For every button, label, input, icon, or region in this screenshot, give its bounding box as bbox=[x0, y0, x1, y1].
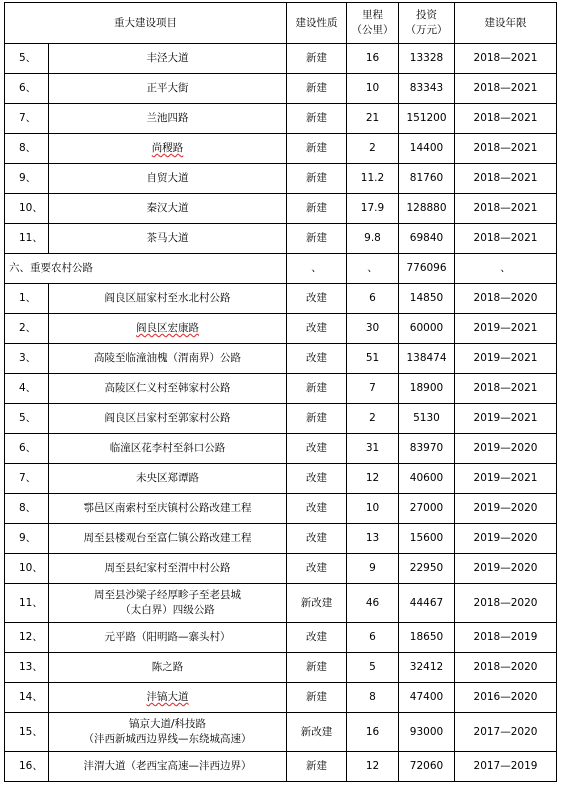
row-years: 2018—2021 bbox=[455, 44, 557, 74]
row-length: 6 bbox=[347, 284, 399, 314]
row-nature: 新建 bbox=[287, 74, 347, 104]
row-years: 2017—2019 bbox=[455, 752, 557, 782]
row-no: 13、 bbox=[5, 653, 49, 683]
row-name: 秦汉大道 bbox=[49, 194, 287, 224]
row-length: 30 bbox=[347, 314, 399, 344]
row-length: 11.2 bbox=[347, 164, 399, 194]
table-row bbox=[5, 524, 557, 554]
table-row bbox=[5, 194, 557, 224]
row-invest: 18650 bbox=[399, 623, 455, 653]
row-name: 鄠邑区南索村至庆镇村公路改建工程 bbox=[49, 494, 287, 524]
row-no: 8、 bbox=[5, 134, 49, 164]
row-no: 16、 bbox=[5, 752, 49, 782]
row-nature: 改建 bbox=[287, 284, 347, 314]
row-invest: 81760 bbox=[399, 164, 455, 194]
row-name: 阎良区吕家村至郭家村公路 bbox=[49, 404, 287, 434]
row-invest: 14850 bbox=[399, 284, 455, 314]
row-invest: 128880 bbox=[399, 194, 455, 224]
table-row bbox=[5, 164, 557, 194]
table-row bbox=[5, 434, 557, 464]
row-nature: 新建 bbox=[287, 104, 347, 134]
row-years: 2018—2020 bbox=[455, 653, 557, 683]
row-invest: 18900 bbox=[399, 374, 455, 404]
row-invest: 5130 bbox=[399, 404, 455, 434]
row-name bbox=[49, 713, 287, 752]
row-years: 2018—2021 bbox=[455, 224, 557, 254]
row-no: 11、 bbox=[5, 584, 49, 623]
row-name: 兰池四路 bbox=[49, 104, 287, 134]
header-length-line1: 里程 bbox=[362, 9, 383, 21]
row-years: 2018—2021 bbox=[455, 134, 557, 164]
row-no: 3、 bbox=[5, 344, 49, 374]
table-row bbox=[5, 683, 557, 713]
row-invest: 32412 bbox=[399, 653, 455, 683]
row-years: 2019—2020 bbox=[455, 494, 557, 524]
row-no: 1、 bbox=[5, 284, 49, 314]
row-no: 10、 bbox=[5, 194, 49, 224]
row-length: 31 bbox=[347, 434, 399, 464]
section-title: 六、重要农村公路 bbox=[5, 254, 287, 284]
row-no: 9、 bbox=[5, 164, 49, 194]
table-row bbox=[5, 464, 557, 494]
row-length: 9 bbox=[347, 554, 399, 584]
row-name: 丰泾大道 bbox=[49, 44, 287, 74]
row-name: 临潼区花李村至斜口公路 bbox=[49, 434, 287, 464]
row-name: 高陵至临潼油槐（渭南界）公路 bbox=[49, 344, 287, 374]
document-page bbox=[4, 2, 557, 782]
row-name-line1: 周至县沙梁子经厚畛子至老县城 bbox=[94, 589, 241, 601]
row-nature: 新建 bbox=[287, 653, 347, 683]
row-years: 2016—2020 bbox=[455, 683, 557, 713]
table-row bbox=[5, 44, 557, 74]
row-invest: 69840 bbox=[399, 224, 455, 254]
section-invest: 776096 bbox=[399, 254, 455, 284]
row-no: 11、 bbox=[5, 224, 49, 254]
row-name: 沣渭大道（老西宝高速—沣西边界） bbox=[49, 752, 287, 782]
row-nature: 改建 bbox=[287, 554, 347, 584]
row-length: 21 bbox=[347, 104, 399, 134]
table-row bbox=[5, 554, 557, 584]
row-length: 10 bbox=[347, 494, 399, 524]
row-years: 2019—2021 bbox=[455, 344, 557, 374]
row-nature: 新建 bbox=[287, 44, 347, 74]
row-no: 5、 bbox=[5, 404, 49, 434]
row-invest: 83343 bbox=[399, 74, 455, 104]
header-row bbox=[5, 3, 557, 44]
row-invest: 151200 bbox=[399, 104, 455, 134]
row-invest: 22950 bbox=[399, 554, 455, 584]
header-nature: 建设性质 bbox=[287, 3, 347, 44]
row-length: 2 bbox=[347, 134, 399, 164]
row-years: 2018—2021 bbox=[455, 194, 557, 224]
row-years: 2018—2021 bbox=[455, 74, 557, 104]
row-length: 5 bbox=[347, 653, 399, 683]
row-invest: 14400 bbox=[399, 134, 455, 164]
row-no: 9、 bbox=[5, 524, 49, 554]
row-name: 自贸大道 bbox=[49, 164, 287, 194]
row-length: 12 bbox=[347, 752, 399, 782]
row-no: 7、 bbox=[5, 464, 49, 494]
row-length: 7 bbox=[347, 374, 399, 404]
row-length: 17.9 bbox=[347, 194, 399, 224]
header-project: 重大建设项目 bbox=[5, 3, 287, 44]
row-invest: 44467 bbox=[399, 584, 455, 623]
row-no: 5、 bbox=[5, 44, 49, 74]
header-length-line2: （公里） bbox=[351, 24, 394, 36]
table-row bbox=[5, 224, 557, 254]
table-row bbox=[5, 374, 557, 404]
table-row bbox=[5, 494, 557, 524]
row-length: 12 bbox=[347, 464, 399, 494]
row-invest: 40600 bbox=[399, 464, 455, 494]
row-no: 6、 bbox=[5, 434, 49, 464]
row-years: 2019—2021 bbox=[455, 404, 557, 434]
table-row bbox=[5, 713, 557, 752]
table-row bbox=[5, 104, 557, 134]
row-years: 2019—2020 bbox=[455, 524, 557, 554]
row-invest: 13328 bbox=[399, 44, 455, 74]
row-nature: 新建 bbox=[287, 134, 347, 164]
row-years: 2019—2020 bbox=[455, 554, 557, 584]
row-no: 2、 bbox=[5, 314, 49, 344]
row-no: 8、 bbox=[5, 494, 49, 524]
table-row bbox=[5, 752, 557, 782]
row-years: 2019—2021 bbox=[455, 464, 557, 494]
row-nature: 改建 bbox=[287, 344, 347, 374]
table-row bbox=[5, 74, 557, 104]
row-name: 正平大街 bbox=[49, 74, 287, 104]
row-name: 尚稷路 bbox=[49, 134, 287, 164]
row-name: 高陵区仁义村至韩家村公路 bbox=[49, 374, 287, 404]
row-length: 6 bbox=[347, 623, 399, 653]
section-length: 、 bbox=[347, 254, 399, 284]
row-years: 2017—2020 bbox=[455, 713, 557, 752]
row-invest: 27000 bbox=[399, 494, 455, 524]
row-nature: 新建 bbox=[287, 404, 347, 434]
row-years: 2018—2021 bbox=[455, 104, 557, 134]
row-no: 12、 bbox=[5, 623, 49, 653]
row-nature: 改建 bbox=[287, 314, 347, 344]
table-row bbox=[5, 623, 557, 653]
row-name: 沣镐大道 bbox=[49, 683, 287, 713]
row-nature: 改建 bbox=[287, 464, 347, 494]
row-nature: 改建 bbox=[287, 524, 347, 554]
row-no: 7、 bbox=[5, 104, 49, 134]
row-nature: 新建 bbox=[287, 224, 347, 254]
table-row bbox=[5, 284, 557, 314]
row-name: 陈之路 bbox=[49, 653, 287, 683]
row-length: 46 bbox=[347, 584, 399, 623]
row-years: 2018—2020 bbox=[455, 284, 557, 314]
row-invest: 72060 bbox=[399, 752, 455, 782]
row-no: 10、 bbox=[5, 554, 49, 584]
row-name: 元平路（阳明路—寨头村） bbox=[49, 623, 287, 653]
row-name: 未央区郑谭路 bbox=[49, 464, 287, 494]
table-row bbox=[5, 134, 557, 164]
row-length: 16 bbox=[347, 44, 399, 74]
row-length: 9.8 bbox=[347, 224, 399, 254]
row-length: 51 bbox=[347, 344, 399, 374]
table-row bbox=[5, 344, 557, 374]
row-name-line1: 镐京大道/科技路 bbox=[128, 718, 207, 730]
row-nature: 新建 bbox=[287, 683, 347, 713]
row-invest: 60000 bbox=[399, 314, 455, 344]
projects-table bbox=[4, 2, 557, 782]
table-row bbox=[5, 653, 557, 683]
row-nature: 新建 bbox=[287, 194, 347, 224]
row-invest: 138474 bbox=[399, 344, 455, 374]
table-row bbox=[5, 584, 557, 623]
row-years: 2018—2020 bbox=[455, 584, 557, 623]
row-nature: 新建 bbox=[287, 374, 347, 404]
row-no: 6、 bbox=[5, 74, 49, 104]
row-name bbox=[49, 584, 287, 623]
row-length: 2 bbox=[347, 404, 399, 434]
row-name: 周至县纪家村至渭中村公路 bbox=[49, 554, 287, 584]
row-name-line2: （太白界）四级公路 bbox=[120, 604, 215, 616]
row-name-line2: （沣西新城西边界线—东绕城高速） bbox=[83, 733, 252, 745]
row-no: 14、 bbox=[5, 683, 49, 713]
row-no: 15、 bbox=[5, 713, 49, 752]
row-years: 2019—2020 bbox=[455, 434, 557, 464]
row-length: 16 bbox=[347, 713, 399, 752]
row-years: 2018—2021 bbox=[455, 164, 557, 194]
row-invest: 15600 bbox=[399, 524, 455, 554]
table-row bbox=[5, 314, 557, 344]
header-invest-line1: 投资 bbox=[416, 9, 437, 21]
row-length: 8 bbox=[347, 683, 399, 713]
row-invest: 93000 bbox=[399, 713, 455, 752]
header-invest-line2: （万元） bbox=[405, 24, 448, 36]
row-nature: 新改建 bbox=[287, 713, 347, 752]
row-nature: 改建 bbox=[287, 494, 347, 524]
section-row bbox=[5, 254, 557, 284]
header-invest bbox=[399, 3, 455, 44]
row-nature: 新建 bbox=[287, 752, 347, 782]
row-nature: 改建 bbox=[287, 623, 347, 653]
table-row bbox=[5, 404, 557, 434]
row-nature: 新建 bbox=[287, 164, 347, 194]
section-nature: 、 bbox=[287, 254, 347, 284]
row-years: 2019—2021 bbox=[455, 314, 557, 344]
row-name: 阎良区宏康路 bbox=[49, 314, 287, 344]
row-nature: 新改建 bbox=[287, 584, 347, 623]
row-invest: 83970 bbox=[399, 434, 455, 464]
row-name: 茶马大道 bbox=[49, 224, 287, 254]
header-years: 建设年限 bbox=[455, 3, 557, 44]
row-name: 阎良区屈家村至水北村公路 bbox=[49, 284, 287, 314]
row-nature: 改建 bbox=[287, 434, 347, 464]
row-name: 周至县楼观台至富仁镇公路改建工程 bbox=[49, 524, 287, 554]
section-years: 、 bbox=[455, 254, 557, 284]
header-length bbox=[347, 3, 399, 44]
row-no: 4、 bbox=[5, 374, 49, 404]
row-years: 2018—2021 bbox=[455, 374, 557, 404]
row-length: 13 bbox=[347, 524, 399, 554]
row-years: 2018—2019 bbox=[455, 623, 557, 653]
row-length: 10 bbox=[347, 74, 399, 104]
row-invest: 47400 bbox=[399, 683, 455, 713]
